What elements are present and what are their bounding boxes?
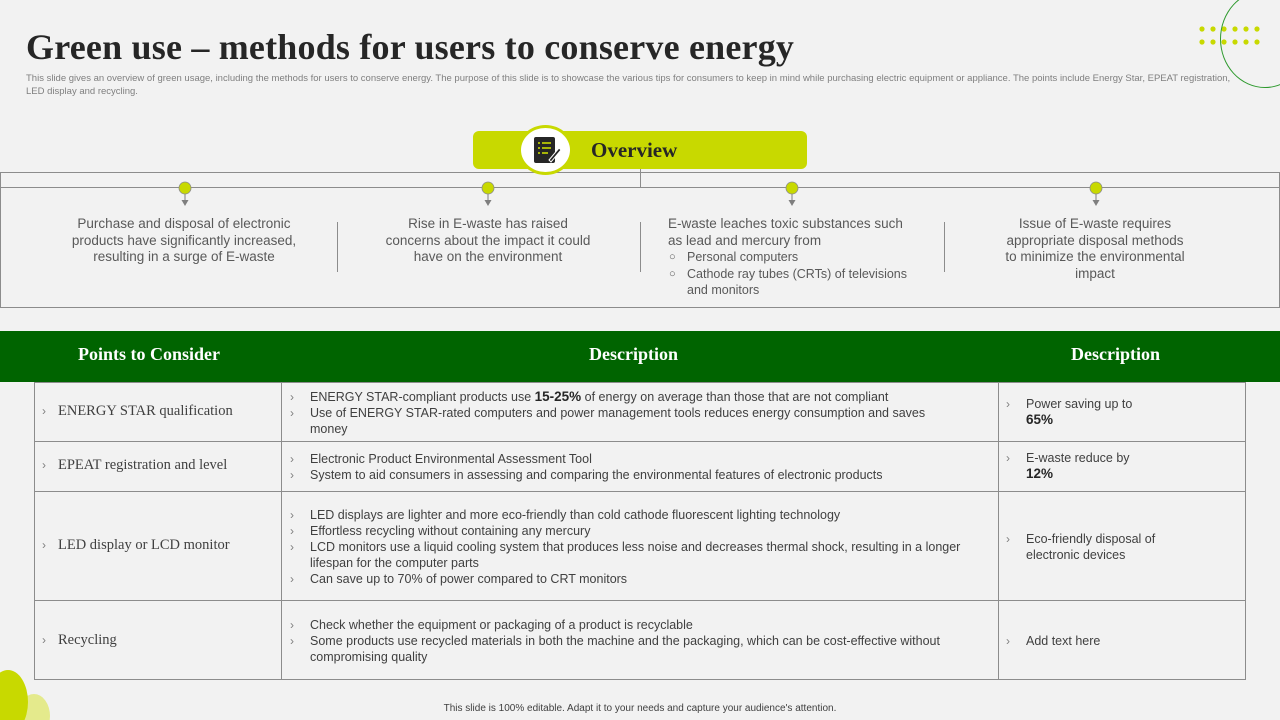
table-row-point: › Recycling	[42, 632, 117, 648]
chevron-right-icon: ›	[290, 524, 294, 538]
list-item: › Check whether the equipment or packaging of a product is recyclable	[290, 618, 693, 632]
overview-item-text: E-waste leaches toxic substances such as lead and mercury from	[668, 216, 903, 248]
overview-item: Issue of E-waste requires appropriate disposal methods to minimize the environmental impact	[1005, 216, 1185, 281]
column-divider	[944, 222, 945, 272]
chevron-right-icon: ›	[1006, 397, 1010, 411]
timeline-pin-icon	[481, 181, 495, 207]
chevron-right-icon: ›	[290, 540, 294, 554]
list-item: › Effortless recycling without containing any mercury	[290, 524, 591, 538]
list-item: › Power saving up to 65%	[1006, 397, 1133, 427]
chevron-right-icon: ›	[290, 452, 294, 466]
column-divider	[640, 222, 641, 272]
table-row-description	[290, 389, 940, 437]
column-header-result: Description	[1071, 344, 1160, 364]
circle-bullet-icon: ○	[669, 267, 676, 280]
timeline-pin-icon	[1089, 181, 1103, 207]
list-item	[668, 249, 920, 266]
overview-item	[668, 216, 920, 299]
timeline-pin-icon	[785, 181, 799, 207]
list-item: › E-waste reduce by 12%	[1006, 451, 1130, 481]
table-row-point: › ENERGY STAR qualification	[42, 403, 233, 419]
column-divider	[337, 222, 338, 272]
table-row-description	[290, 451, 980, 483]
table-row-point: › EPEAT registration and level	[42, 457, 228, 473]
chevron-right-icon: ›	[290, 406, 294, 420]
chevron-right-icon: ›	[290, 618, 294, 632]
list-item: › LED displays are lighter and more eco-friendly than cold cathode fluorescent lighting technology	[290, 508, 841, 522]
list-item: › Eco-friendly disposal of electronic devices	[1006, 532, 1156, 562]
list-item: › Use of ENERGY STAR-rated computers and power management tools reduces energy consumption and saves money	[290, 406, 926, 436]
overview-sublist	[668, 249, 920, 299]
table-row-result	[1006, 531, 1191, 563]
list-item[interactable]	[1006, 633, 1236, 649]
table-row-result	[1006, 633, 1236, 649]
timeline-pin-icon	[178, 181, 192, 207]
chevron-right-icon: ›	[42, 538, 46, 552]
chevron-right-icon: ›	[1006, 532, 1010, 546]
overview-title: Overview	[591, 138, 678, 162]
timeline-connector	[640, 168, 641, 188]
chevron-right-icon: ›	[290, 390, 294, 404]
table-row-description	[290, 507, 980, 587]
table-divider	[281, 382, 282, 680]
chevron-right-icon: ›	[290, 572, 294, 586]
placeholder-text[interactable]: Add text here	[1026, 634, 1101, 648]
list-item	[668, 266, 920, 299]
list-item: › Electronic Product Environmental Assessment Tool	[290, 452, 592, 466]
list-item: › Some products use recycled materials in both the machine and the packaging, which can be cost-effective without compromising quality	[290, 634, 940, 664]
table-row-divider	[34, 600, 1246, 601]
chevron-right-icon: ›	[42, 458, 46, 472]
overview-item: Purchase and disposal of electronic products have significantly increased, resulting in a surge of E-waste	[71, 216, 297, 264]
list-item: › ENERGY STAR-compliant products use 15-25% of energy on average than those that are not compliant	[290, 389, 889, 404]
list-item-text: Personal computers	[687, 250, 799, 264]
table-row-divider	[34, 491, 1246, 492]
table-row-result	[1006, 396, 1136, 428]
table-row-divider	[34, 441, 1246, 442]
chevron-right-icon: ›	[1006, 634, 1010, 648]
chevron-right-icon: ›	[290, 508, 294, 522]
overview-item: Rise in E-waste has raised concerns about the impact it could have on the environment	[385, 216, 591, 264]
table-row-description	[290, 617, 980, 665]
chevron-right-icon: ›	[42, 404, 46, 418]
table-row-point: › LED display or LCD monitor	[42, 537, 230, 553]
footer-note: This slide is 100% editable. Adapt it to your needs and capture your audience's attention.	[443, 703, 837, 714]
chevron-right-icon: ›	[1006, 451, 1010, 465]
list-item: › Can save up to 70% of power compared to CRT monitors	[290, 572, 628, 586]
list-item: › System to aid consumers in assessing and comparing the environmental features of electronic products	[290, 468, 883, 482]
page-subtitle: This slide gives an overview of green usage, including the methods for users to conserve energy. The purpose of this slide is to showcase the various tips for consumers to keep in mind while purchasing electric equipment or appliance. The points include Energy Star, EPEAT registration, LED display and recycling.	[26, 73, 1231, 97]
column-header-points: Points to Consider	[78, 344, 221, 364]
page-title: Green use – methods for users to conserve energy	[26, 27, 795, 67]
circle-bullet-icon: ○	[669, 251, 676, 263]
checklist-pencil-icon	[518, 125, 573, 175]
list-item: › LCD monitors use a liquid cooling system that produces less noise and decreases thermal shock, resulting in a longer lifespan for the computer parts	[290, 540, 961, 570]
chevron-right-icon: ›	[290, 468, 294, 482]
list-item-text: Cathode ray tubes (CRTs) of televisions and monitors	[687, 266, 908, 297]
chevron-right-icon: ›	[42, 633, 46, 647]
table-row-result	[1006, 450, 1136, 482]
column-header-description: Description	[589, 344, 678, 364]
chevron-right-icon: ›	[290, 634, 294, 648]
table-divider	[998, 382, 999, 680]
